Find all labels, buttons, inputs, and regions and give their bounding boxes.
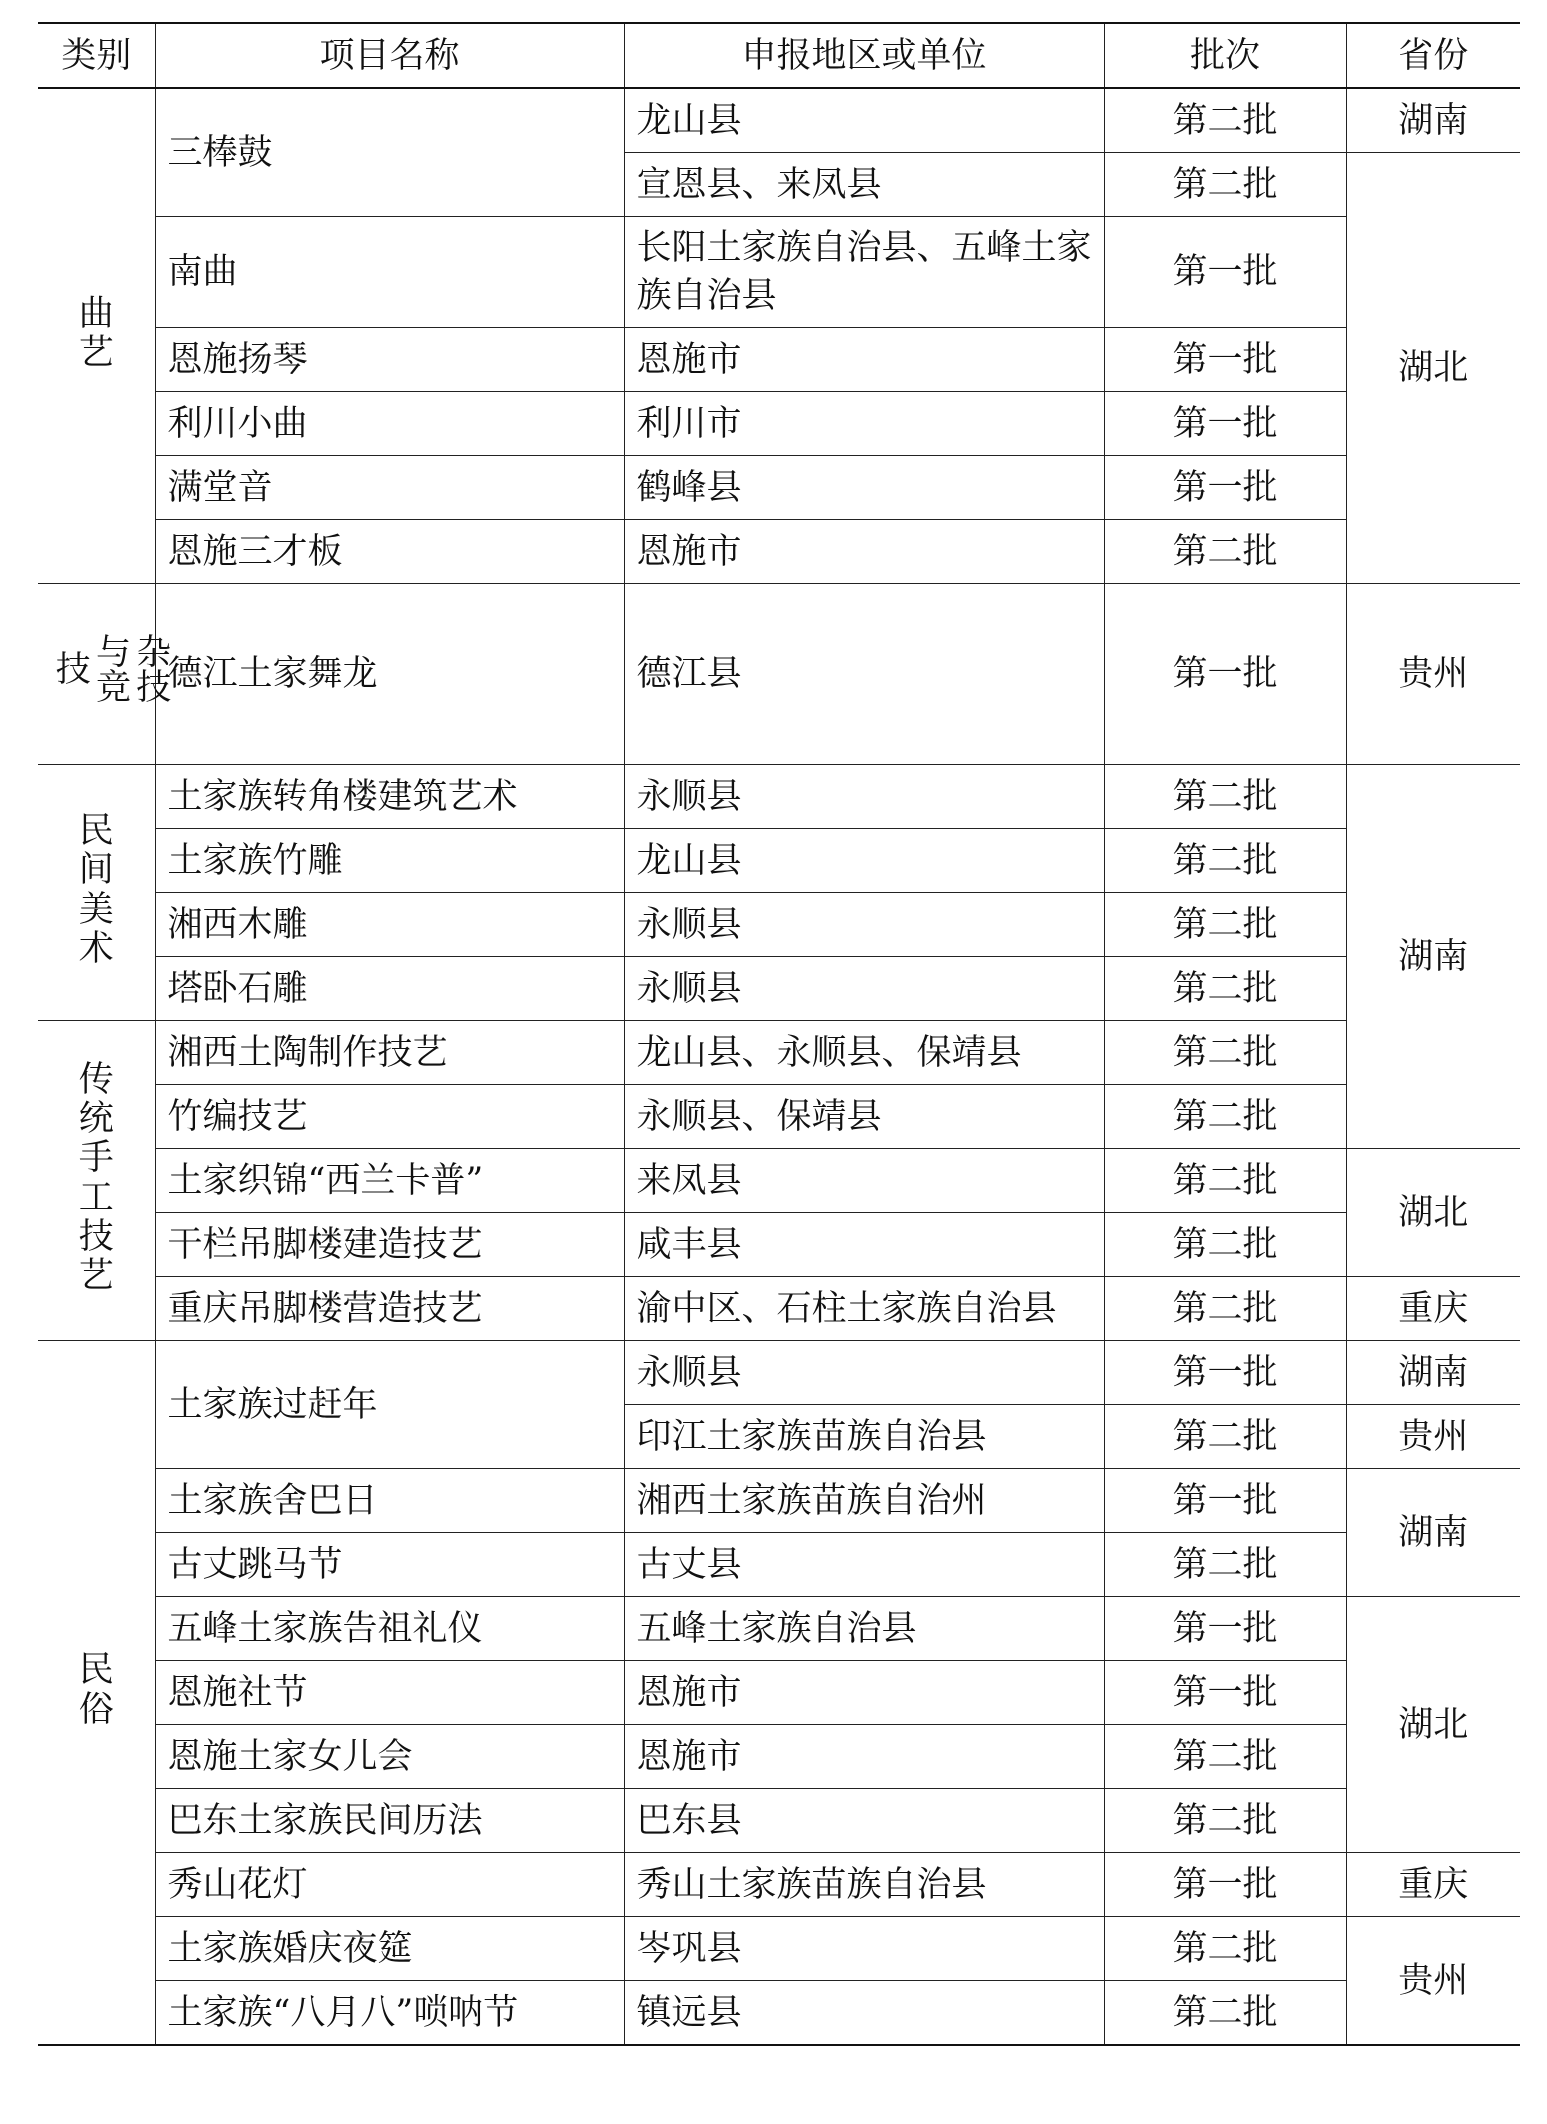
table-row [38, 765, 1520, 829]
table-row [38, 1213, 1520, 1277]
province-cell: 重庆 [1346, 1853, 1520, 1917]
batch-cell: 第一批 [1104, 1341, 1346, 1405]
region-cell: 印江土家族苗族自治县 [624, 1405, 1104, 1469]
batch-cell: 第二批 [1104, 1533, 1346, 1597]
table-row [38, 217, 1520, 328]
category-cell [38, 765, 155, 1021]
project-name-cell: 恩施社节 [155, 1661, 624, 1725]
table-row [38, 1469, 1520, 1533]
batch-cell: 第一批 [1104, 584, 1346, 765]
region-cell: 咸丰县 [624, 1213, 1104, 1277]
project-name-cell: 土家织锦“西兰卡普” [155, 1149, 624, 1213]
region-cell: 巴东县 [624, 1789, 1104, 1853]
project-name-cell: 土家族婚庆夜筵 [155, 1917, 624, 1981]
category-cell [38, 88, 155, 584]
batch-cell: 第一批 [1104, 1661, 1346, 1725]
region-cell: 龙山县 [624, 829, 1104, 893]
table-row [38, 392, 1520, 456]
table-row [38, 456, 1520, 520]
province-cell: 湖北 [1346, 153, 1520, 584]
region-cell: 古丈县 [624, 1533, 1104, 1597]
batch-cell: 第一批 [1104, 1853, 1346, 1917]
batch-cell: 第二批 [1104, 1277, 1346, 1341]
table-row [38, 1789, 1520, 1853]
province-cell: 湖南 [1346, 1469, 1520, 1597]
table-row [38, 1533, 1520, 1597]
table-row [38, 584, 1520, 765]
batch-cell: 第二批 [1104, 1085, 1346, 1149]
category-cell [38, 1341, 155, 2046]
table-row [38, 88, 1520, 153]
region-cell: 永顺县 [624, 1341, 1104, 1405]
table-row [38, 893, 1520, 957]
project-name-cell: 干栏吊脚楼建造技艺 [155, 1213, 624, 1277]
region-cell: 恩施市 [624, 1725, 1104, 1789]
category-label: 民俗 [78, 1650, 114, 1730]
header-project: 项目名称 [155, 23, 624, 88]
region-cell: 来凤县 [624, 1149, 1104, 1213]
project-name-cell: 恩施三才板 [155, 520, 624, 584]
region-cell: 恩施市 [624, 328, 1104, 392]
table-row [38, 957, 1520, 1021]
region-cell: 宣恩县、来凤县 [624, 153, 1104, 217]
batch-cell: 第二批 [1104, 893, 1346, 957]
table-row [38, 1341, 1520, 1405]
province-cell: 湖南 [1346, 88, 1520, 153]
region-cell: 恩施市 [624, 520, 1104, 584]
province-cell: 湖南 [1346, 1341, 1520, 1405]
table-row [38, 520, 1520, 584]
region-cell: 永顺县 [624, 765, 1104, 829]
header-region: 申报地区或单位 [624, 23, 1104, 88]
project-name-cell: 巴东土家族民间历法 [155, 1789, 624, 1853]
table-header-row [38, 23, 1520, 88]
project-name-cell: 三棒鼓 [155, 88, 624, 217]
batch-cell: 第二批 [1104, 1917, 1346, 1981]
project-name-cell: 古丈跳马节 [155, 1533, 624, 1597]
batch-cell: 第一批 [1104, 392, 1346, 456]
table-row [38, 1021, 1520, 1085]
project-name-cell: 恩施土家女儿会 [155, 1725, 624, 1789]
region-cell: 鹤峰县 [624, 456, 1104, 520]
category-label: 民间美术 [78, 811, 114, 969]
batch-cell: 第二批 [1104, 1405, 1346, 1469]
batch-cell: 第二批 [1104, 1789, 1346, 1853]
project-name-cell: 竹编技艺 [155, 1085, 624, 1149]
province-cell: 贵州 [1346, 1405, 1520, 1469]
province-cell: 湖北 [1346, 1149, 1520, 1277]
region-cell: 龙山县 [624, 88, 1104, 153]
header-category: 类别 [38, 23, 155, 88]
project-name-cell: 土家族过赶年 [155, 1341, 624, 1469]
table-row [38, 1277, 1520, 1341]
table-row [38, 1597, 1520, 1661]
project-name-cell: 利川小曲 [155, 392, 624, 456]
project-name-cell: 塔卧石雕 [155, 957, 624, 1021]
batch-cell: 第二批 [1104, 88, 1346, 153]
project-name-cell: 德江土家舞龙 [155, 584, 624, 765]
table-row [38, 1149, 1520, 1213]
project-name-cell: 湘西土陶制作技艺 [155, 1021, 624, 1085]
batch-cell: 第二批 [1104, 1725, 1346, 1789]
region-cell: 岑巩县 [624, 1917, 1104, 1981]
province-cell: 贵州 [1346, 1917, 1520, 2046]
region-cell: 永顺县、保靖县 [624, 1085, 1104, 1149]
region-cell: 长阳土家族自治县、五峰土家族自治县 [624, 217, 1104, 328]
table-row [38, 1725, 1520, 1789]
region-cell: 德江县 [624, 584, 1104, 765]
batch-cell: 第一批 [1104, 328, 1346, 392]
project-name-cell: 土家族转角楼建筑艺术 [155, 765, 624, 829]
batch-cell: 第二批 [1104, 1981, 1346, 2046]
batch-cell: 第二批 [1104, 1149, 1346, 1213]
batch-cell: 第一批 [1104, 1469, 1346, 1533]
project-name-cell: 秀山花灯 [155, 1853, 624, 1917]
project-name-cell: 湘西木雕 [155, 893, 624, 957]
batch-cell: 第二批 [1104, 520, 1346, 584]
table-row [38, 829, 1520, 893]
category-cell [38, 584, 171, 765]
project-name-cell: 土家族竹雕 [155, 829, 624, 893]
project-name-cell: 五峰土家族告祖礼仪 [155, 1597, 624, 1661]
batch-cell: 第二批 [1104, 153, 1346, 217]
province-cell: 湖南 [1346, 765, 1520, 1149]
table-row [38, 1661, 1520, 1725]
project-name-cell: 重庆吊脚楼营造技艺 [155, 1277, 624, 1341]
region-cell: 渝中区、石柱土家族自治县 [624, 1277, 1104, 1341]
category-cell [38, 1021, 155, 1341]
region-cell: 五峰土家族自治县 [624, 1597, 1104, 1661]
batch-cell: 第一批 [1104, 1597, 1346, 1661]
project-name-cell: 南曲 [155, 217, 624, 328]
batch-cell: 第一批 [1104, 456, 1346, 520]
project-name-cell: 恩施扬琴 [155, 328, 624, 392]
table-row [38, 1917, 1520, 1981]
batch-cell: 第一批 [1104, 217, 1346, 328]
table-row [38, 1085, 1520, 1149]
region-cell: 永顺县 [624, 957, 1104, 1021]
heritage-table [38, 22, 1520, 2046]
table-row [38, 1853, 1520, 1917]
batch-cell: 第二批 [1104, 1021, 1346, 1085]
category-label: 曲艺 [78, 293, 114, 374]
batch-cell: 第二批 [1104, 829, 1346, 893]
region-cell: 镇远县 [624, 1981, 1104, 2046]
region-cell: 龙山县、永顺县、保靖县 [624, 1021, 1104, 1085]
region-cell: 恩施市 [624, 1661, 1104, 1725]
header-province: 省份 [1346, 23, 1520, 88]
region-cell: 秀山土家族苗族自治县 [624, 1853, 1104, 1917]
project-name-cell: 土家族舍巴日 [155, 1469, 624, 1533]
province-cell: 重庆 [1346, 1277, 1520, 1341]
region-cell: 湘西土家族苗族自治州 [624, 1469, 1104, 1533]
project-name-cell: 土家族“八月八”唢呐节 [155, 1981, 624, 2046]
batch-cell: 第二批 [1104, 957, 1346, 1021]
region-cell: 永顺县 [624, 893, 1104, 957]
province-cell: 湖北 [1346, 1597, 1520, 1853]
project-name-cell: 满堂音 [155, 456, 624, 520]
province-cell: 贵州 [1346, 584, 1520, 765]
header-batch: 批次 [1104, 23, 1346, 88]
table-row [38, 328, 1520, 392]
region-cell: 利川市 [624, 392, 1104, 456]
batch-cell: 第二批 [1104, 765, 1346, 829]
category-label: 杂技与竞技 [50, 632, 171, 703]
table-row [38, 1981, 1520, 2046]
table-wrapper [38, 22, 1520, 2046]
category-label: 传统手工技艺 [78, 1059, 114, 1296]
batch-cell: 第二批 [1104, 1213, 1346, 1277]
